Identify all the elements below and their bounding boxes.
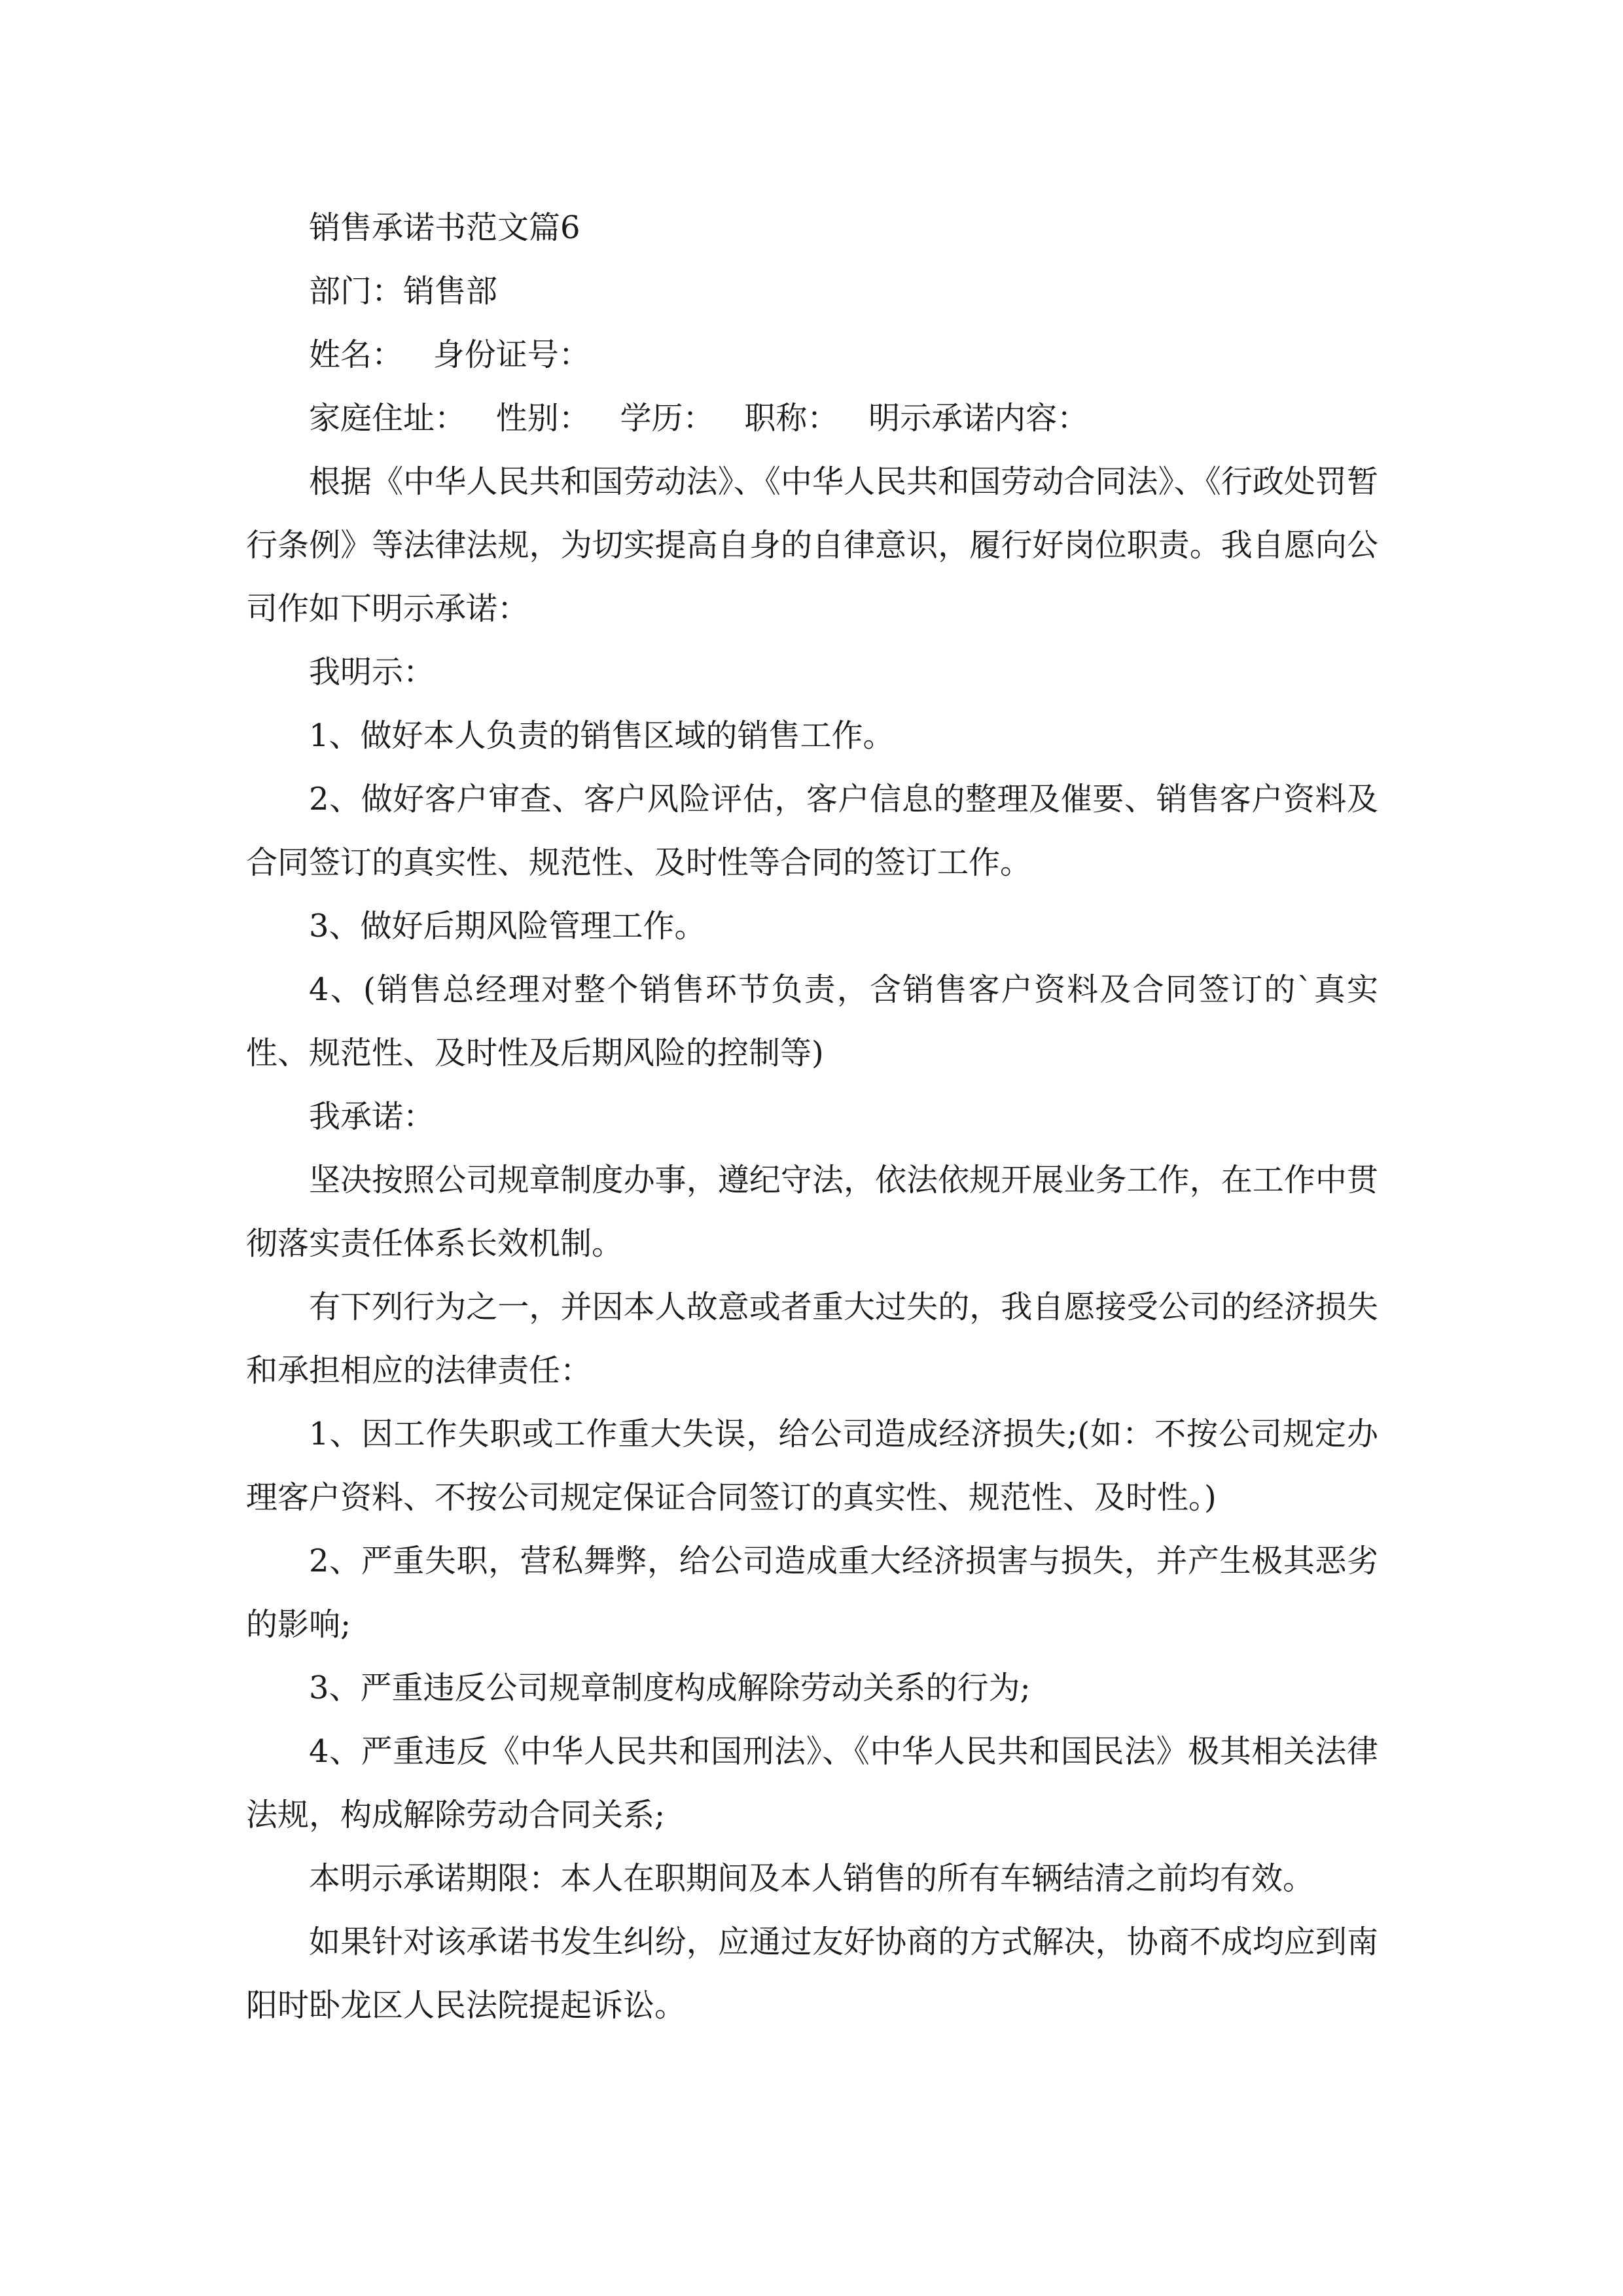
- dispute-paragraph: 如果针对该承诺书发生纠纷，应通过友好协商的方式解决，协商不成均应到南阳时卧龙区人民法院提起诉讼。: [246, 1924, 1378, 2024]
- promise-paragraph: 坚决按照公司规章制度办事，遵纪守法，依法依规开展业务工作，在工作中贯彻落实责任体系长效机制。: [246, 1162, 1378, 1262]
- intro-paragraph: 根据《中华人民共和国劳动法》、《中华人民共和国劳动合同法》、《行政处罚暂行条例》等法律法规，为切实提高自身的自律意识，履行好岗位职责。我自愿向公司作如下明示承诺：: [246, 463, 1378, 627]
- personal-info-line: 家庭住址： 性别： 学历： 职称： 明示承诺内容：: [309, 400, 1089, 437]
- declare-item-3: 3、做好后期风险管理工作。: [309, 908, 706, 944]
- name-id-line: 姓名： 身份证号：: [309, 336, 590, 373]
- liability-item-4: 4、严重违反《中华人民共和国刑法》、《中华人民共和国民法》极其相关法律法规，构成解除劳动合同关系;: [246, 1733, 1378, 1833]
- liability-item-2: 2、严重失职，营私舞弊，给公司造成重大经济损害与损失，并产生极其恶劣的影响;: [246, 1543, 1378, 1643]
- declare-heading: 我明示：: [309, 654, 435, 691]
- declare-item-1: 1、做好本人负责的销售区域的销售工作。: [309, 717, 895, 754]
- declare-item-4: 4、(销售总经理对整个销售环节负责，含销售客户资料及合同签订的`真实性、规范性、及时性及后期风险的控制等): [246, 971, 1378, 1071]
- validity-paragraph: 本明示承诺期限：本人在职期间及本人销售的所有车辆结清之前均有效。: [309, 1860, 1315, 1897]
- document-body: [246, 196, 1378, 2037]
- document-title: 销售承诺书范文篇6: [309, 209, 580, 246]
- liability-item-3: 3、严重违反公司规章制度构成解除劳动关系的行为;: [309, 1670, 1031, 1706]
- liability-item-1: 1、因工作失职或工作重大失误，给公司造成经济损失;(如：不按公司规定办理客户资料、不按公司规定保证合同签订的真实性、规范性、及时性。): [246, 1416, 1378, 1516]
- declare-item-2: 2、做好客户审查、客户风险评估，客户信息的整理及催要、销售客户资料及合同签订的真实性、规范性、及时性等合同的签订工作。: [246, 781, 1378, 881]
- liability-paragraph: 有下列行为之一，并因本人故意或者重大过失的，我自愿接受公司的经济损失和承担相应的法律责任：: [246, 1289, 1378, 1389]
- department-line: 部门：销售部: [309, 273, 498, 310]
- promise-heading: 我承诺：: [309, 1098, 435, 1135]
